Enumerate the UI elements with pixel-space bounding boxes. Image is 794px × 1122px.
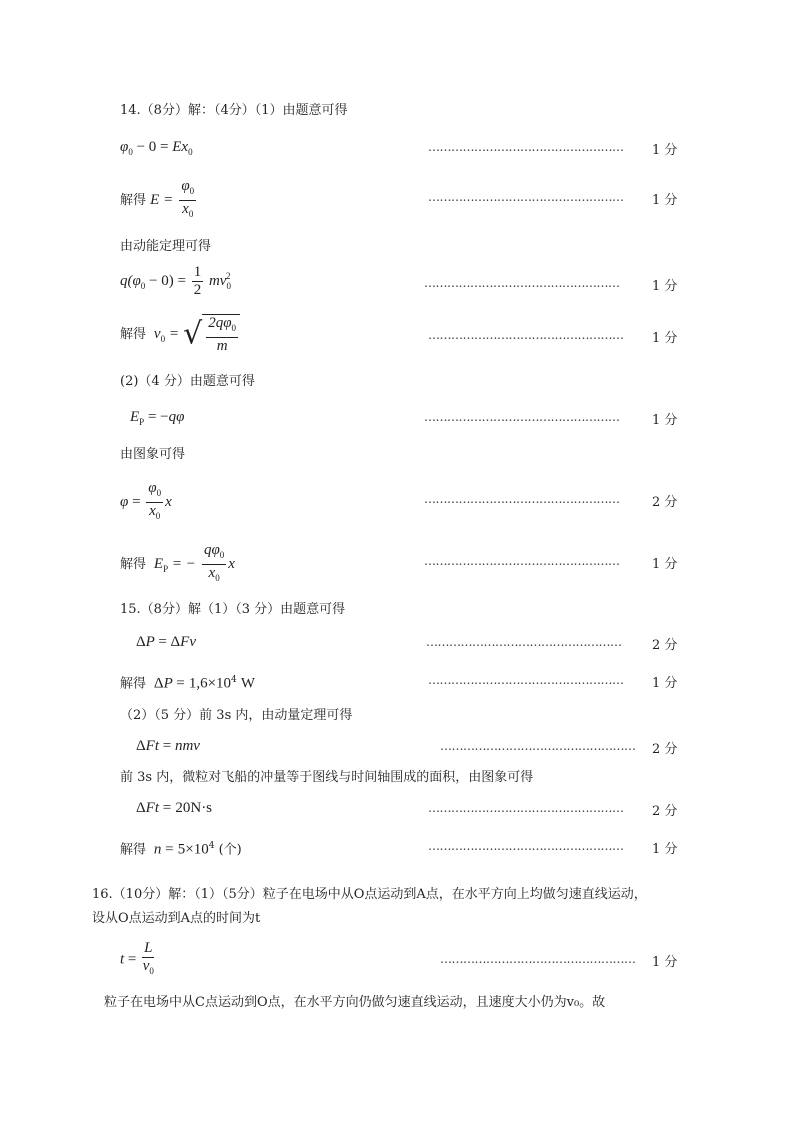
sqrt: √ $\frac{2q\varphi_0}{m}$ (183, 314, 240, 355)
q14-eq3: $q(\varphi_0 - 0)$ = $\frac{1}{2}$ $mv_0^2$ (120, 264, 231, 298)
leader-dots: …………………………………………… (428, 839, 624, 853)
q15-eq2-score: 1 分 (652, 676, 678, 691)
q16-line1: 16.（10分）解：（1）（5分）粒子在电场中从O点运动到A点，在水平方向上均做匀速直线运动， (92, 887, 647, 902)
q14-eq6-score: 2 分 (652, 495, 678, 510)
q15-header: 15.（8分）解（1）（3 分）由题意可得 (120, 602, 346, 617)
q14-kinetic-line: 由动能定理可得 (120, 239, 212, 254)
leader-dots: …………………………………………… (440, 952, 636, 966)
fraction: $\frac{\varphi_0}{x_0}$ (181, 178, 195, 219)
fraction: $\frac{1}{2}$ (193, 264, 202, 298)
q14-eq5-score: 1 分 (652, 413, 678, 428)
q14-eq2: 解得 E = $\frac{\varphi_0}{x_0}$ (120, 178, 198, 218)
solve-label: 解得 (120, 557, 147, 572)
q14-eq3-score: 1 分 (652, 279, 678, 294)
q15-eq2: 解得 $\Delta P = 1,6\times 10^4$ W (120, 675, 256, 692)
solve-label: 解得 (120, 842, 147, 858)
power-exp: 4 (231, 675, 237, 685)
q15-eq5: 解得 $n = 5\times 10^4$ (个) (120, 841, 242, 858)
impulse-value: 20N·s (175, 800, 213, 816)
q15-impulse-line: 前 3s 内，微粒对飞船的冲量等于图线与时间轴围成的面积，由图象可得 (120, 770, 534, 785)
q15-eq4: ΔFt = 20N·s (136, 800, 213, 816)
q15-eq5-score: 1 分 (652, 842, 678, 857)
leader-dots: …………………………………………… (424, 492, 620, 506)
leader-dots: …………………………………………… (428, 190, 624, 204)
leader-dots: …………………………………………… (424, 410, 620, 424)
q15-eq4-score: 2 分 (652, 804, 678, 819)
q14-eq7-score: 1 分 (652, 557, 678, 572)
q16-line3: 粒子在电场中从C点运动到O点，在水平方向仍做匀速直线运动，且速度大小仍为v₀。故 (104, 995, 606, 1010)
leader-dots: …………………………………………… (424, 276, 620, 290)
q16-line2: 设从O点运动到A点的时间为t (92, 911, 261, 926)
leader-dots: …………………………………………… (426, 635, 622, 649)
q14-eq4-score: 1 分 (652, 331, 678, 346)
q14-eq1-score: 1 分 (652, 143, 678, 158)
q14-eq4: 解得 $v_0$ = √ $\frac{2q\varphi_0}{m}$ (120, 314, 240, 358)
leader-dots: …………………………………………… (440, 739, 636, 753)
q15-eq1: ΔP = ΔFv (136, 634, 196, 650)
fraction: $\frac{L}{v_0}$ (142, 940, 154, 976)
q14-eq1: $\varphi_0 - 0 = Ex_0$ (120, 139, 193, 157)
fraction: $\frac{q\varphi_0}{x_0}$ (203, 542, 225, 583)
power-unit: W (240, 675, 256, 692)
q15-eq3: ΔFt = nmv (136, 738, 200, 754)
q14-header: 14.（8分）解：（4分）（1）由题意可得 (120, 103, 348, 118)
q16-eq1-score: 1 分 (652, 955, 678, 970)
leader-dots: …………………………………………… (428, 140, 624, 154)
q14-eq2-score: 1 分 (652, 193, 678, 208)
q14-part2: (2)（4 分）由题意可得 (120, 374, 255, 389)
solve-label: 解得 (120, 676, 147, 692)
q16-eq1: t = $\frac{L}{v_0}$ (120, 940, 156, 980)
q15-eq3-score: 2 分 (652, 742, 678, 757)
n-unit: (个) (218, 842, 242, 858)
leader-dots: …………………………………………… (428, 673, 624, 687)
leader-dots: …………………………………………… (424, 554, 620, 568)
q15-eq1-score: 2 分 (652, 638, 678, 653)
q14-eq6: φ = $\frac{\varphi_0}{x_0}$ x (120, 480, 172, 520)
q15-part2: （2）（5 分）前 3s 内，由动量定理可得 (120, 708, 353, 723)
fraction: $\frac{\varphi_0}{x_0}$ (148, 480, 162, 521)
solve-label: 解得 (120, 193, 147, 208)
leader-dots: …………………………………………… (428, 328, 624, 342)
n-exp: 4 (208, 841, 215, 851)
n-value: 5×10 (177, 841, 209, 858)
leader-dots: …………………………………………… (428, 801, 624, 815)
q14-graph-line: 由图象可得 (120, 447, 186, 462)
power-value: 1,6×10 (188, 675, 232, 692)
q14-eq7: 解得 $E_P$ = − $\frac{q\varphi_0}{x_0}$ x (120, 542, 235, 582)
q14-eq5: $E_P = -q\varphi$ (130, 409, 185, 427)
solve-label: 解得 (120, 327, 147, 342)
